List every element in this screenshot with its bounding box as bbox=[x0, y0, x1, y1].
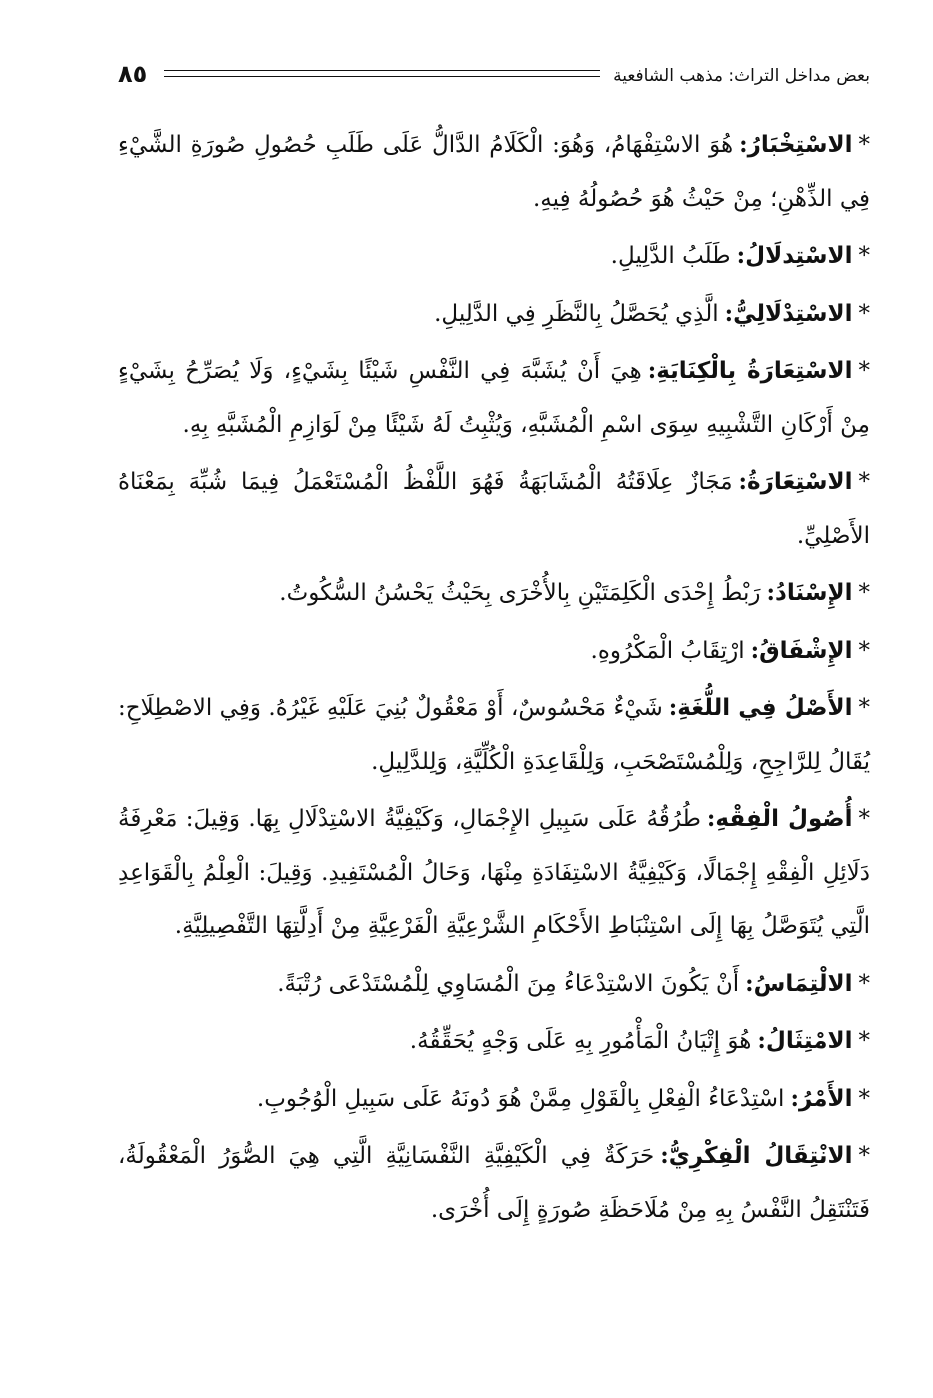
glossary-definition: هُوَ إِتْيَانُ الْمَأْمُورِ بِهِ عَلَى وَجْهٍ يُحَقِّقُهُ. bbox=[409, 1028, 752, 1054]
glossary-entry bbox=[118, 1072, 870, 1127]
glossary-body bbox=[118, 118, 870, 1237]
glossary-entry bbox=[118, 566, 870, 621]
glossary-entry bbox=[118, 455, 870, 563]
glossary-term: الاسْتِدْلَالِيُّ bbox=[733, 300, 853, 327]
bullet-marker: * bbox=[858, 300, 870, 327]
glossary-entry bbox=[118, 287, 870, 342]
bullet-marker: * bbox=[858, 1143, 871, 1169]
glossary-definition: شَيْءٌ مَحْسُوسٌ، أَوْ مَعْقُولٌ بُنِيَ عَلَيْهِ غَيْرُهُ. وَفِي الاصْطِلَاحِ: يُقَالُ لِلرَّاجِحِ، وَلِلْمُسْتَصْحَبِ، وَلِلْقَاعِدَةِ الْكُلِّيَّةِ، وَلِلدَّلِيلِ. bbox=[118, 695, 870, 775]
glossary-definition: حَرَكَةٌ فِي الْكَيْفِيَّةِ النَّفْسَانِيَّةِ الَّتِي هِيَ الصُّوَرُ الْمَعْقُولَةُ، فَتَنْتَقِلُ النَّفْسُ بِهِ مِنْ مُلَاحَظَةِ صُورَةٍ إِلَى أُخْرَى. bbox=[118, 1143, 870, 1223]
glossary-definition: طَلَبُ الدَّلِيلِ. bbox=[610, 243, 731, 269]
page-number: ٨٥ bbox=[118, 60, 148, 88]
glossary-definition: اسْتِدْعَاءُ الْفِعْلِ بِالْقَوْلِ مِمَّنْ هُوَ دُونَهُ عَلَى سَبِيلِ الْوُجُوبِ. bbox=[256, 1085, 785, 1112]
bullet-marker: * bbox=[858, 695, 871, 721]
glossary-term: الأَصْلُ فِي اللُّغَةِ bbox=[677, 695, 853, 721]
bullet-marker: * bbox=[858, 469, 870, 495]
bullet-marker: * bbox=[858, 1085, 870, 1112]
glossary-definition: هُوَ الاسْتِفْهَامُ، وَهُوَ: الْكَلَامُ الدَّالُّ عَلَى طَلَبِ حُصُولِ صُورَةِ الشَّيْءِ فِي الذِّهْنِ؛ مِنْ حَيْثُ هُوَ حُصُولُهُ فِيهِ. bbox=[118, 132, 870, 212]
bullet-marker: * bbox=[858, 358, 870, 384]
glossary-definition: الَّذِي يُحَصَّلُ بِالنَّظَرِ فِي الدَّلِيلِ. bbox=[434, 300, 719, 327]
term-separator: : bbox=[739, 131, 748, 158]
glossary-term: الانْتِقَالُ الْفِكْرِيُّ bbox=[668, 1143, 853, 1169]
bullet-marker: * bbox=[858, 1028, 870, 1054]
term-separator: : bbox=[766, 579, 776, 606]
term-separator: : bbox=[647, 357, 657, 384]
bullet-marker: * bbox=[858, 243, 870, 269]
glossary-entry bbox=[118, 624, 870, 679]
bullet-marker: * bbox=[858, 637, 870, 664]
glossary-definition: ارْتِقَابُ الْمَكْرُوهِ. bbox=[590, 637, 745, 664]
term-separator: : bbox=[736, 242, 746, 269]
glossary-term: الاسْتِدلَالُ bbox=[745, 243, 853, 269]
bullet-marker: * bbox=[858, 806, 870, 832]
glossary-entry bbox=[118, 681, 870, 789]
term-separator: : bbox=[724, 299, 734, 327]
term-separator: : bbox=[660, 1142, 669, 1169]
glossary-term: الأَمْرُ bbox=[798, 1085, 853, 1112]
glossary-entry bbox=[118, 229, 870, 284]
glossary-entry bbox=[118, 792, 870, 954]
page-header bbox=[118, 58, 870, 94]
term-separator: : bbox=[745, 969, 754, 997]
term-separator: : bbox=[757, 1027, 766, 1054]
glossary-entry bbox=[118, 957, 870, 1012]
term-separator: : bbox=[706, 805, 716, 832]
bullet-marker: * bbox=[858, 970, 870, 997]
bullet-marker: * bbox=[858, 580, 870, 606]
glossary-entry bbox=[118, 1129, 870, 1237]
glossary-entry bbox=[118, 344, 870, 452]
term-separator: : bbox=[750, 636, 760, 664]
glossary-term: الامْتِثَالُ bbox=[765, 1028, 853, 1054]
term-separator: : bbox=[738, 468, 748, 495]
glossary-entry bbox=[118, 118, 870, 226]
glossary-definition: مَجَازٌ عِلَاقَتُهُ الْمُشَابَهَةُ فَهُوَ اللَّفْظُ الْمُسْتَعْمَلُ فِيمَا شُبِّهَ بِمَعْنَاهُ الأَصْلِيِّ. bbox=[118, 469, 870, 549]
glossary-term: الاسْتِخْبَارُ bbox=[747, 132, 853, 158]
glossary-term: الإِسْنَادُ bbox=[775, 580, 853, 606]
glossary-term: الالْتِمَاسُ bbox=[753, 970, 853, 997]
glossary-term: الإِشْفَاقُ bbox=[759, 637, 853, 664]
bullet-marker: * bbox=[858, 132, 870, 158]
glossary-definition: هِيَ أَنْ يُشَبَّهَ فِي النَّفْسِ شَيْئًا بِشَيْءٍ، وَلَا يُصَرِّحُ بِشَيْءٍ مِنْ أَرْكَانِ التَّشْبِيهِ سِوَى اسْمِ الْمُشَبَّهِ، وَيُثْبِتُ لَهُ شَيْئًا مِنْ لَوَازِمِ الْمُشَبَّهِ بِهِ. bbox=[118, 358, 870, 438]
glossary-definition: طُرُقُهُ عَلَى سَبِيلِ الإِجْمَالِ، وَكَيْفِيَّةُ الاسْتِدْلَالِ بِهَا. وَقِيلَ: مَعْرِفَةُ دَلَائِلِ الْفِقْهِ إِجْمَالًا، وَكَيْفِيَّةُ الاسْتِفَادَةِ مِنْهَا، وَحَالُ الْمُسْتَفِيدِ. وَقِيلَ: الْعِلْمُ بِالْقَوَاعِدِ الَّتِي يُتَوَصَّلُ بِهَا إِلَى اسْتِنْبَاطِ الأَحْكَامِ الشَّرْعِيَّةِ الْفَرْعِيَّةِ مِنْ أَدِلَّتِهَا التَّفْصِيلِيَّةِ. bbox=[118, 806, 870, 939]
term-separator: : bbox=[668, 694, 678, 721]
running-title: بعض مداخل التراث: مذهب الشافعية bbox=[613, 66, 870, 86]
glossary-entry bbox=[118, 1014, 870, 1069]
glossary-term: أُصُولُ الْفِقْهِ bbox=[715, 806, 853, 832]
glossary-term: الاسْتِعَارَةُ bbox=[747, 469, 853, 495]
glossary-term: الاسْتِعَارَةُ بِالْكِنَايَةِ bbox=[656, 358, 853, 384]
glossary-definition: رَبْطُ إِحْدَى الْكَلِمَتَيْنِ بِالأُخْرَى بِحَيْثُ يَحْسُنُ السُّكُوتُ. bbox=[279, 580, 761, 606]
term-separator: : bbox=[790, 1084, 799, 1112]
header-rule bbox=[164, 70, 600, 77]
glossary-definition: أَنْ يَكُونَ الاسْتِدْعَاءُ مِنَ الْمُسَاوِي لِلْمُسْتَدْعَى رُتْبَةً. bbox=[277, 970, 740, 997]
